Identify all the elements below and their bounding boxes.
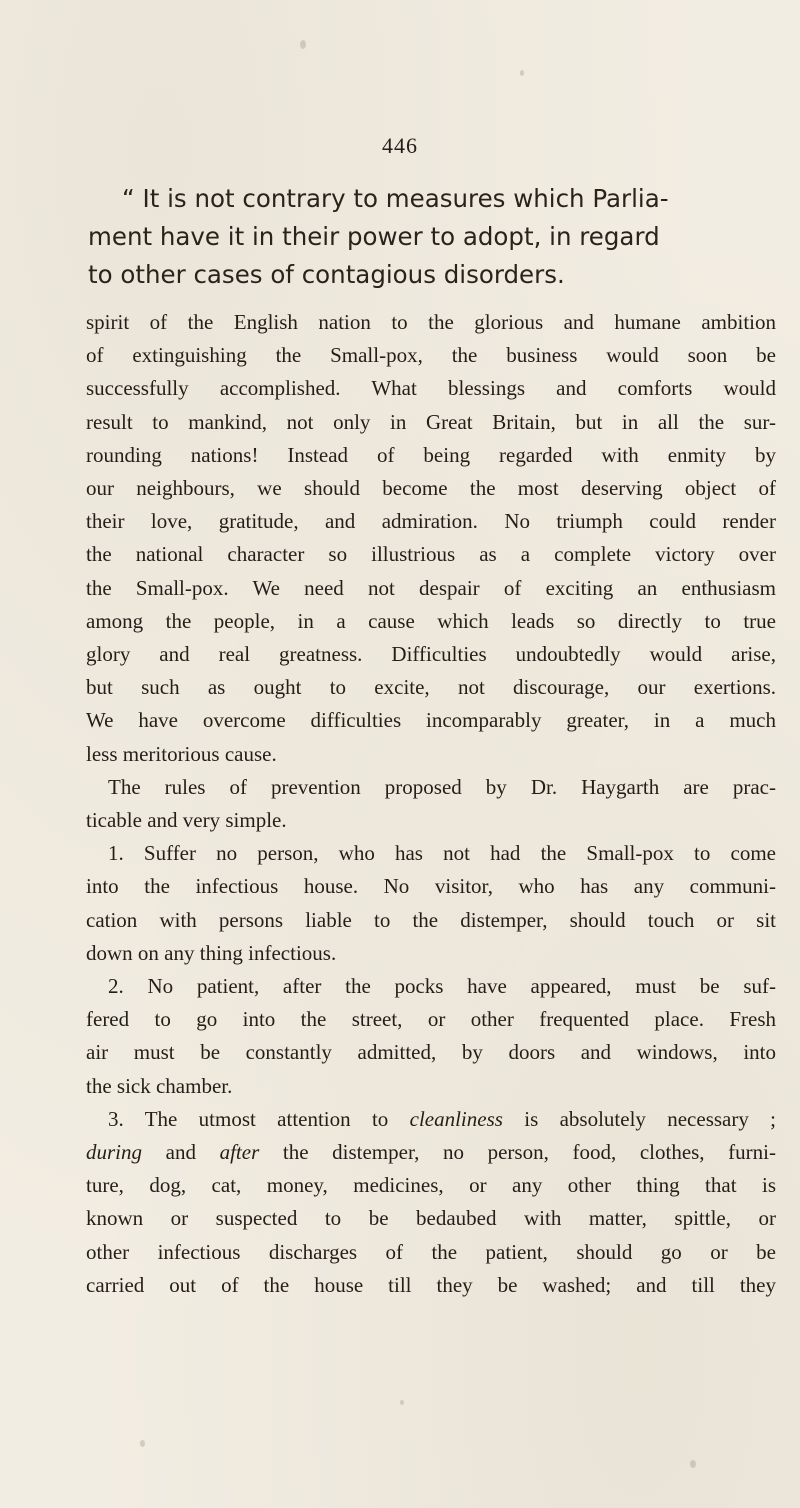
paper-speck [140, 1440, 145, 1447]
text-line: result to mankind, not only in Great Britain, but in all the sur- [86, 409, 776, 434]
heading-line: ment have it in their power to adopt, in regard [88, 222, 660, 251]
text-line: the sick chamber. [86, 1073, 233, 1098]
emphasis-after: after [219, 1140, 260, 1165]
text-line: fered to go into the street, or other frequented place. Fresh [86, 1007, 776, 1032]
rule-1-line: 1. Suffer no person, who has not had the Small-pox to come [108, 841, 776, 866]
text-line [86, 1136, 776, 1169]
text-line: glory and real greatness. Difficulties undoubtedly would arise, [86, 642, 776, 667]
text-line: of extinguishing the Small-pox, the business would soon be [86, 343, 776, 368]
paper-speck [400, 1400, 404, 1405]
paper-speck [300, 40, 306, 49]
text-line: successfully accomplished. What blessings and comforts would [86, 376, 776, 401]
heading-line: “ It is not contrary to measures which Parlia- [122, 184, 669, 213]
text-run: 3. The utmost attention to [108, 1106, 410, 1131]
text-line: into the infectious house. No visitor, who has any communi- [86, 874, 776, 899]
emphasis-cleanliness: cleanliness [409, 1106, 503, 1131]
heading-line: to other cases of contagious disorders. [88, 260, 565, 289]
quoted-heading [88, 180, 748, 294]
text-line: the national character so illustrious as a complete victory over [86, 542, 776, 567]
paper-speck [520, 70, 524, 76]
text-line: spirit of the English nation to the glorious and humane ambition [86, 310, 776, 334]
text-line: among the people, in a cause which leads so directly to true [86, 608, 776, 633]
text-run: and [142, 1140, 220, 1165]
text-line: less meritorious cause. [86, 741, 277, 766]
text-line: carried out of the house till they be washed; and till they [86, 1272, 776, 1297]
emphasis-during: during [86, 1140, 143, 1165]
paper-speck [690, 1460, 696, 1468]
text-line: down on any thing infectious. [86, 940, 337, 965]
text-line: ticable and very simple. [86, 808, 287, 833]
text-line: air must be constantly admitted, by doors and windows, into [86, 1040, 776, 1065]
text-line: We have overcome difficulties incomparably greater, in a much [86, 708, 776, 733]
rule-2-line: 2. No patient, after the pocks have appeared, must be suf- [108, 974, 776, 999]
text-line: but such as ought to excite, not discourage, our exertions. [86, 675, 776, 700]
page-number: 446 [382, 133, 418, 158]
text-line: known or suspected to be bedaubed with matter, spittle, or [86, 1206, 776, 1231]
text-line: rounding nations! Instead of being regarded with enmity by [86, 442, 776, 467]
body-text [86, 306, 776, 1302]
text-line: the Small-pox. We need not despair of exciting an enthusiasm [86, 575, 776, 600]
text-line: their love, gratitude, and admiration. No triumph could render [86, 509, 776, 534]
text-line: cation with persons liable to the distemper, should touch or sit [86, 907, 776, 932]
text-line: our neighbours, we should become the most deserving object of [86, 476, 776, 501]
text-line: ture, dog, cat, money, medicines, or any other thing that is [86, 1173, 776, 1198]
text-run: is absolutely necessary ; [502, 1106, 777, 1131]
rule-3-line [86, 1103, 776, 1136]
text-line: other infectious discharges of the patient, should go or be [86, 1239, 776, 1264]
text-run: the distemper, no person, food, clothes, furni- [259, 1140, 776, 1165]
text-line: The rules of prevention proposed by Dr. Haygarth are prac- [108, 774, 776, 799]
